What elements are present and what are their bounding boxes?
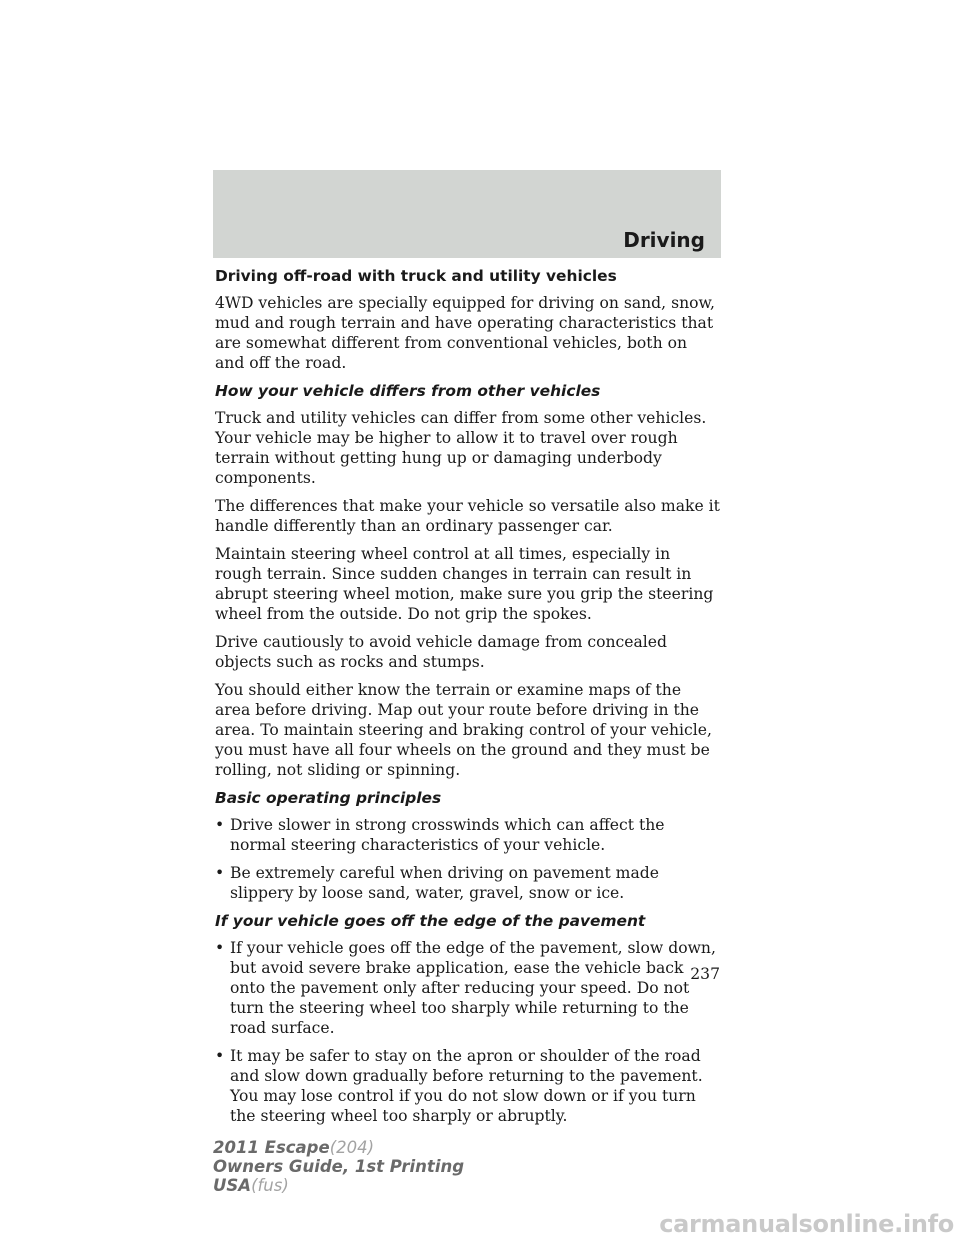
paragraph-differ: Truck and utility vehicles can differ from some other vehicles. Your vehicle may be higher to allow it to travel over rough terrain without getting hung up or damaging underbody components.: [215, 409, 707, 487]
list-item: [215, 863, 721, 903]
footer-model: 2011 Escape: [213, 1138, 330, 1157]
paragraph-versatile: The differences that make your vehicle so versatile also make it handle differently than an ordinary passenger car.: [215, 497, 720, 535]
footer-line-printing: Owners Guide, 1st Printing: [213, 1157, 465, 1176]
list-item-text: If your vehicle goes off the edge of the pavement, slow down, but avoid severe brake application, ease the vehicle back onto the pavement only after reducing your speed. Do not turn the steering wheel too sharply while returning to the road surface.: [230, 939, 716, 1037]
intro-paragraph: 4WD vehicles are specially equipped for driving on sand, snow, mud and rough terrain and have operating characteristics that are somewhat different from conventional vehicles, both on and off the road.: [215, 294, 715, 372]
section-title: Driving: [623, 228, 705, 252]
paragraph-drive-cautiously: Drive cautiously to avoid vehicle damage from concealed objects such as rocks and stumps.: [215, 633, 667, 671]
bullet-icon: •: [215, 864, 225, 882]
footer-market-code: (fus): [251, 1176, 289, 1195]
footer-model-code: (204): [329, 1138, 375, 1157]
footer-line-model: [213, 1138, 464, 1157]
heading-vehicle-differs: How your vehicle differs from other vehicles: [215, 382, 601, 400]
bullet-icon: •: [215, 1047, 225, 1065]
heading-off-pavement: If your vehicle goes off the edge of the pavement: [215, 912, 646, 930]
heading-basic-principles: Basic operating principles: [215, 789, 442, 807]
paragraph-steering-control: Maintain steering wheel control at all times, especially in rough terrain. Since sudden changes in terrain can result in abrupt steering wheel motion, make sure you grip the steering wheel from the outside. Do not grip the spokes.: [215, 545, 714, 623]
list-item-text: Drive slower in strong crosswinds which can affect the normal steering characteristics of your vehicle.: [230, 816, 665, 854]
heading-off-road: Driving off-road with truck and utility vehicles: [215, 267, 617, 285]
bullet-icon: •: [215, 939, 225, 957]
paragraph-know-terrain: You should either know the terrain or examine maps of the area before driving. Map out your route before driving in the area. To maintain steering and braking control of your vehicle, you must have all four wheels on the ground and they must be rolling, not sliding or spinning.: [215, 681, 712, 779]
list-item: [215, 815, 721, 855]
footer-line-market: [213, 1176, 464, 1195]
bullet-icon: •: [215, 816, 225, 834]
list-item: [215, 1046, 721, 1126]
page-number: 237: [690, 965, 720, 983]
page-content: [215, 266, 721, 1134]
print-footer: [213, 1138, 464, 1195]
principles-list: [215, 815, 721, 903]
section-header-band: [213, 170, 721, 258]
footer-market: USA: [213, 1176, 252, 1195]
list-item-text: It may be safer to stay on the apron or shoulder of the road and slow down gradually before returning to the pavement. You may lose control if you do not slow down or if you turn the steering wheel too sharply or abruptly.: [230, 1047, 703, 1125]
pavement-list: [215, 938, 721, 1126]
watermark-text: carmanualsonline.info: [659, 1210, 954, 1238]
list-item: [215, 938, 721, 1038]
list-item-text: Be extremely careful when driving on pavement made slippery by loose sand, water, gravel, snow or ice.: [230, 864, 659, 902]
